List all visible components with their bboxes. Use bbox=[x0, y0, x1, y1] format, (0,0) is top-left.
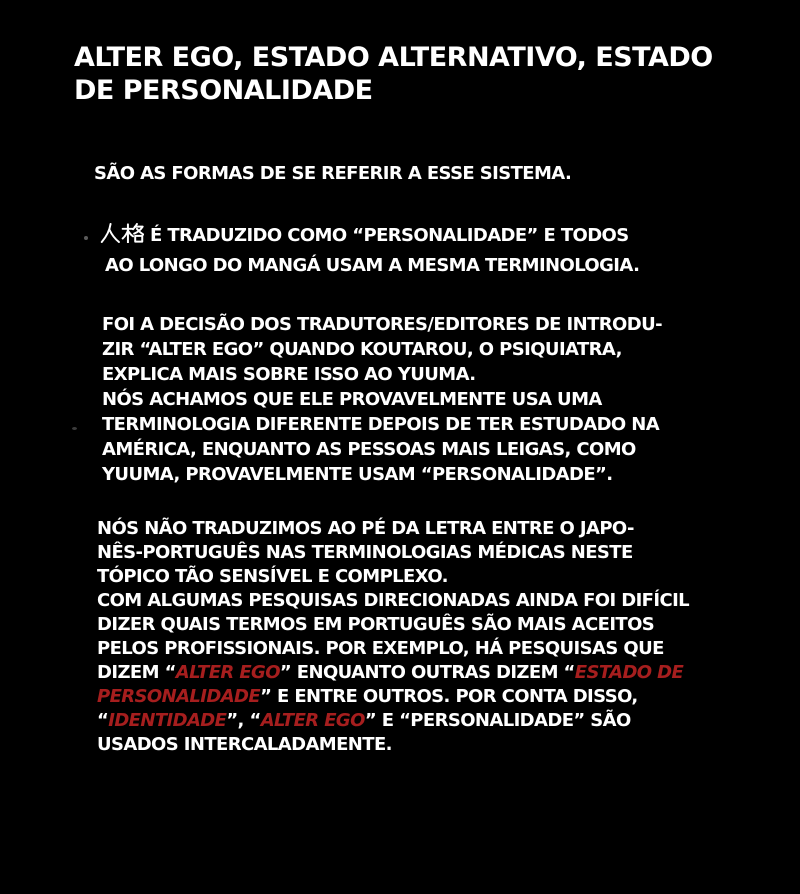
kanji-jinkaku-icon bbox=[100, 223, 144, 243]
page-title-line-2: DE PERSONALIDADE bbox=[74, 75, 373, 106]
terminology-note-line bbox=[97, 733, 689, 757]
terminology-note-line bbox=[97, 589, 689, 613]
terminology-note-text: NÓS NÃO TRADUZIMOS AO PÉ DA LETRA ENTRE O JAPO- bbox=[97, 518, 634, 539]
terminology-note-text: TÓPICO TÃO SENSÍVEL E COMPLEXO. bbox=[97, 566, 448, 587]
terminology-note-line bbox=[97, 637, 689, 661]
kanji-note-line-1 bbox=[100, 221, 639, 251]
highlighted-term: PERSONALIDADE bbox=[97, 686, 261, 707]
highlighted-term: IDENTIDADE bbox=[108, 710, 227, 731]
terminology-note-text: USADOS INTERCALADAMENTE. bbox=[97, 734, 392, 755]
page-title bbox=[74, 41, 713, 107]
terminology-note-line bbox=[97, 661, 689, 685]
decision-note-line: NÓS ACHAMOS QUE ELE PROVAVELMENTE USA UMA bbox=[102, 389, 602, 410]
terminology-note-text: COM ALGUMAS PESQUISAS DIRECIONADAS AINDA FOI DIFÍCIL bbox=[97, 590, 690, 611]
decision-note-line: EXPLICA MAIS SOBRE ISSO AO YUUMA. bbox=[102, 364, 476, 385]
page-title-line-1: ALTER EGO, ESTADO ALTERNATIVO, ESTADO bbox=[74, 42, 713, 73]
kanji-note-line-1-text: É TRADUZIDO COMO “PERSONALIDADE” E TODOS bbox=[150, 225, 629, 246]
terminology-note-line bbox=[97, 613, 689, 637]
terminology-note-line bbox=[97, 709, 689, 733]
highlighted-term: ESTADO DE bbox=[574, 662, 684, 683]
decision-note-line: ZIR “ALTER EGO” QUANDO KOUTAROU, O PSIQUIATRA, bbox=[102, 339, 622, 360]
terminology-note-paragraph bbox=[97, 517, 689, 757]
terminology-note-text: ” E “PERSONALIDADE” SÃO bbox=[364, 710, 631, 731]
intro-line: SÃO AS FORMAS DE SE REFERIR A ESSE SISTEMA. bbox=[94, 163, 572, 184]
highlighted-term: ALTER EGO bbox=[175, 662, 280, 683]
decision-note-line: TERMINOLOGIA DIFERENTE DEPOIS DE TER ESTUDADO NA bbox=[102, 414, 660, 435]
decision-note-line: YUUMA, PROVAVELMENTE USAM “PERSONALIDADE”. bbox=[102, 464, 613, 485]
decision-note-line: AMÉRICA, ENQUANTO AS PESSOAS MAIS LEIGAS, COMO bbox=[102, 439, 636, 460]
kanji-note-paragraph bbox=[100, 221, 639, 281]
terminology-note-text: DIZER QUAIS TERMOS EM PORTUGUÊS SÃO MAIS ACEITOS bbox=[97, 614, 655, 635]
intro-paragraph bbox=[94, 162, 571, 186]
terminology-note-text: DIZEM “ bbox=[97, 662, 176, 683]
terminology-note-text: NÊS-PORTUGUÊS NAS TERMINOLOGIAS MÉDICAS NESTE bbox=[97, 542, 633, 563]
decision-note-line: FOI A DECISÃO DOS TRADUTORES/EDITORES DE INTRODU- bbox=[102, 314, 662, 335]
highlighted-term: ALTER EGO bbox=[260, 710, 365, 731]
terminology-note-text: ” ENQUANTO OUTRAS DIZEM “ bbox=[279, 662, 575, 683]
terminology-note-line bbox=[97, 685, 689, 709]
terminology-note-text: ”, “ bbox=[226, 710, 261, 731]
terminology-note-text: PELOS PROFISSIONAIS. POR EXEMPLO, HÁ PESQUISAS QUE bbox=[97, 638, 664, 659]
kanji-note-line-2: AO LONGO DO MANGÁ USAM A MESMA TERMINOLOGIA. bbox=[105, 255, 640, 276]
terminology-note-line bbox=[97, 541, 689, 565]
ink-speck bbox=[72, 427, 77, 430]
terminology-note-text: ” E ENTRE OUTROS. POR CONTA DISSO, bbox=[260, 686, 638, 707]
terminology-note-line bbox=[97, 565, 689, 589]
terminology-note-text: “ bbox=[97, 710, 109, 731]
ink-speck bbox=[84, 236, 88, 240]
terminology-note-line bbox=[97, 517, 689, 541]
decision-note-paragraph bbox=[102, 312, 662, 487]
